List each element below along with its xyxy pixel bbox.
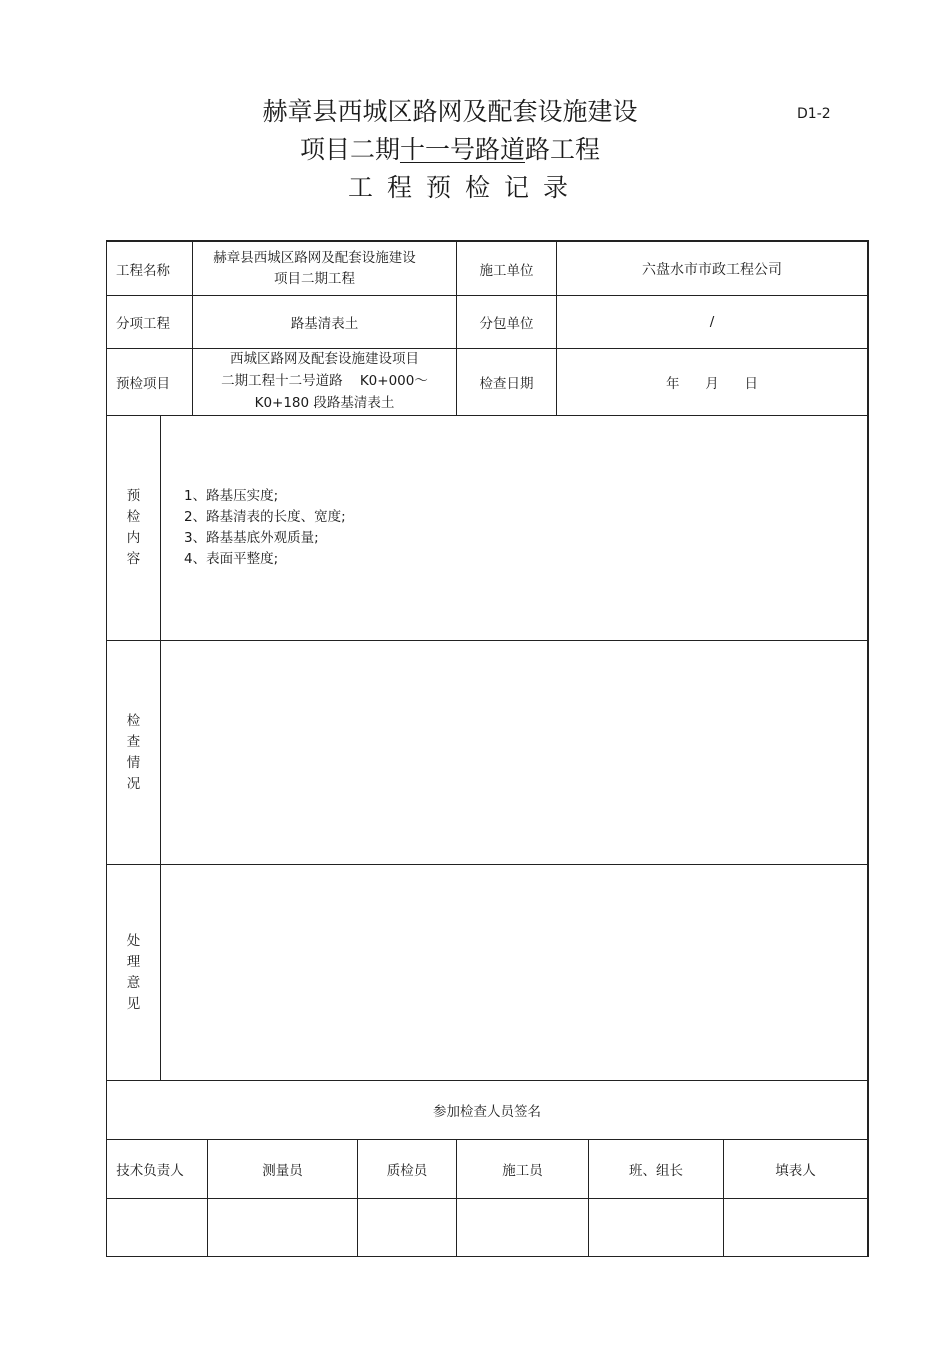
title-line-2-underlined: 十一号路道 (399, 135, 525, 164)
title-line-2-prefix: 项目二期 (299, 135, 400, 164)
sub-project-value: 路基清表土 (290, 316, 359, 332)
opinion-section-label (107, 865, 160, 1080)
check-date-label: 检查日期 (479, 376, 534, 392)
project-name-line-2: 项目二期工程 (274, 270, 355, 287)
signature-cell-form-filler[interactable] (724, 1199, 867, 1256)
content-label-char: 预 (126, 488, 141, 504)
signature-cell-team-leader[interactable] (589, 1199, 723, 1256)
project-name-line-1: 赫章县西城区路网及配套设施建设 (213, 249, 416, 266)
situation-label-char: 查 (126, 733, 141, 750)
inspection-item-label: 预检项目 (116, 376, 170, 392)
list-item: 4、表面平整度; (184, 551, 279, 567)
signature-cell-technical-lead[interactable] (107, 1199, 207, 1256)
role-quality-inspector: 质检员 (386, 1163, 428, 1179)
check-date-value: 年 月 日 (666, 376, 758, 392)
content-label-char: 内 (126, 530, 141, 546)
situation-section-label (107, 641, 160, 864)
content-items-list (184, 486, 346, 570)
situation-label-char: 况 (126, 775, 141, 792)
content-section-label (107, 416, 160, 640)
subcontractor-label: 分包单位 (479, 316, 534, 332)
inspection-item-value (193, 346, 456, 415)
opinion-label-char: 处 (126, 932, 141, 949)
project-name-value (193, 242, 456, 295)
signature-cell-surveyor[interactable] (208, 1199, 357, 1256)
situation-content-area (161, 641, 867, 864)
content-label-char: 容 (126, 551, 141, 567)
situation-label-char: 情 (126, 754, 141, 771)
opinion-content-area (161, 865, 867, 1080)
role-technical-lead: 技术负责人 (116, 1163, 184, 1179)
title-line-2-suffix: 路工程 (525, 135, 601, 164)
contractor-label: 施工单位 (479, 262, 534, 279)
form-title: 工程预检记录 (347, 173, 582, 202)
role-team-leader: 班、组长 (629, 1163, 683, 1179)
opinion-label-char: 意 (126, 974, 141, 991)
signature-cell-constructor[interactable] (457, 1199, 588, 1256)
title-line-2 (0, 135, 925, 165)
inspection-item-line-3: K0+180 段路基清表土 (254, 394, 395, 411)
role-surveyor: 测量员 (262, 1163, 303, 1179)
opinion-label-char: 理 (126, 953, 141, 970)
content-label-char: 检 (126, 509, 141, 525)
project-name-label: 工程名称 (116, 262, 170, 279)
form-code: D1-2 (797, 106, 831, 122)
sub-project-label: 分项工程 (116, 316, 170, 332)
role-form-filler: 填表人 (775, 1163, 816, 1179)
role-constructor: 施工员 (502, 1163, 543, 1179)
contractor-value: 六盘水市市政工程公司 (642, 261, 782, 278)
opinion-label-char: 见 (126, 995, 141, 1012)
subcontractor-value: / (709, 314, 715, 330)
signatures-heading: 参加检查人员签名 (433, 1104, 541, 1120)
signature-cell-quality-inspector[interactable] (358, 1199, 456, 1256)
inspection-item-line-2: 二期工程十二号道路 K0+000～ (221, 372, 428, 389)
inspection-item-line-1: 西城区路网及配套设施建设项目 (230, 350, 419, 367)
situation-label-char: 检 (126, 712, 141, 729)
list-item: 1、路基压实度; (184, 488, 279, 504)
list-item: 2、路基清表的长度、宽度; (184, 509, 346, 525)
title-line-1: 赫章县西城区路网及配套设施建设 (262, 97, 638, 126)
list-item: 3、路基基底外观质量; (184, 530, 319, 546)
